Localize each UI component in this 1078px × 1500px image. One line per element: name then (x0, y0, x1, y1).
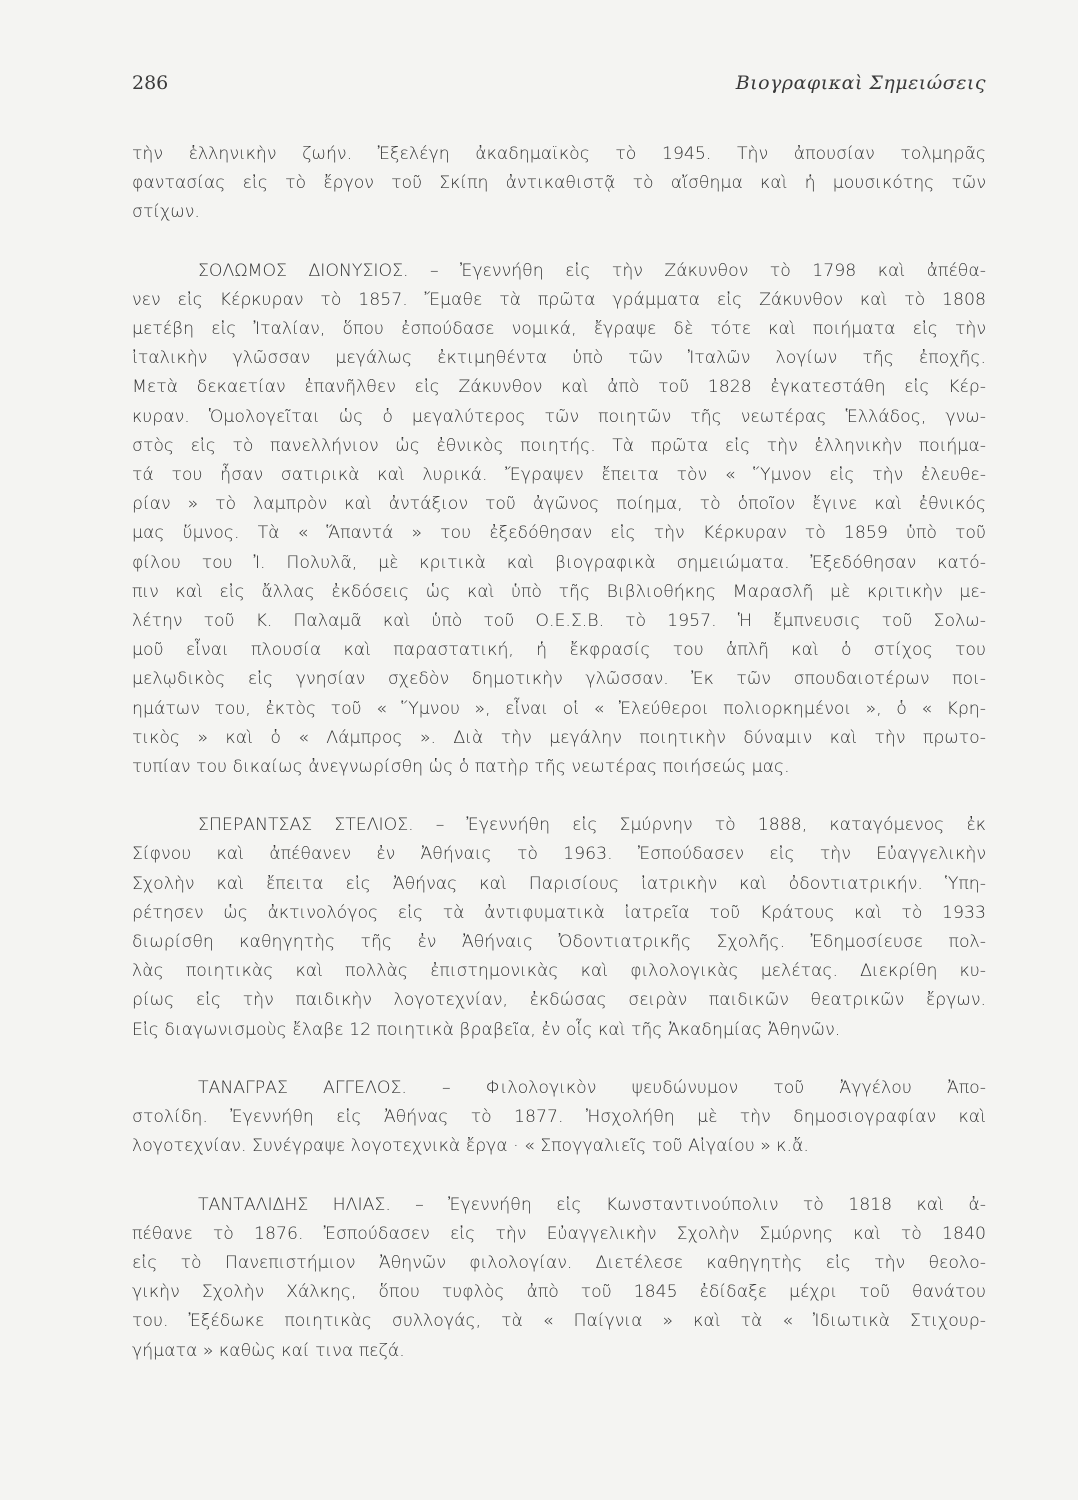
text-line: λογοτεχνίαν. Συνέγραψε λογοτεχνικὰ ἔργα · « Σπογγαλιεῖς τοῦ Αἰγαίου » κ.ἄ. (132, 1136, 809, 1157)
text-line: του. Ἐξέδωκε ποιητικὰς συλλογάς, τὰ « Παίγνια » καὶ τὰ « Ἰδιωτικὰ Στιχουρ- (132, 1311, 986, 1332)
running-title: Βιογραφικαὶ Σημειώσεις (735, 72, 986, 94)
text-line: διωρίσθη καθηγητὴς τῆς ἐν Ἀθήναις Ὀδοντιατρικῆς Σχολῆς. Ἐδημοσίευσε πολ- (132, 932, 986, 953)
text-line: ρίως εἰς τὴν παιδικὴν λογοτεχνίαν, ἐκδώσας σειρὰν παιδικῶν θεατρικῶν ἔργων. (132, 990, 986, 1011)
continued-paragraph (132, 140, 986, 228)
biography-entry (132, 811, 986, 1045)
text-line: ΣΠΕΡΑΝΤΣΑΣ ΣΤΕΛΙΟΣ. – Ἐγεννήθη εἰς Σμύρνην τὸ 1888, καταγόμενος ἐκ (198, 815, 986, 836)
text-line: γικὴν Σχολὴν Χάλκης, ὅπου τυφλὸς ἀπὸ τοῦ 1845 ἐδίδαξε μέχρι τοῦ θανάτου (132, 1282, 986, 1303)
page-number: 286 (132, 72, 169, 94)
text-line: μοῦ εἶναι πλουσία καὶ παραστατική, ἡ ἔκφρασίς του ἁπλῆ καὶ ὁ στίχος του (132, 640, 986, 661)
text-line: φαντασίας εἰς τὸ ἔργον τοῦ Σκίπη ἀντικαθιστᾷ τὸ αἴσθημα καὶ ἡ μουσικότης τῶν (132, 173, 986, 194)
text-line: στολίδη. Ἐγεννήθη εἰς Ἀθήνας τὸ 1877. Ἠσχολήθη μὲ τὴν δημοσιογραφίαν καὶ (132, 1107, 986, 1128)
text-line: τικὸς » καὶ ὁ « Λάμπρος ». Διὰ τὴν μεγάλην ποιητικὴν δύναμιν καὶ τὴν πρωτο- (132, 727, 986, 748)
paragraph (132, 140, 986, 228)
text-line: Εἰς διαγωνισμοὺς ἔλαβε 12 ποιητικὰ βραβεῖα, ἐν οἷς καὶ τῆς Ἀκαδημίας Ἀθηνῶν. (132, 1019, 841, 1040)
text-line: πιν καὶ εἰς ἄλλας ἐκδόσεις ὡς καὶ ὑπὸ τῆς Βιβλιοθήκης Μαρασλῆ μὲ κριτικὴν με- (132, 581, 986, 602)
paragraph (132, 1191, 986, 1366)
text-line: γήματα » καθὼς καί τινα πεζά. (132, 1340, 405, 1361)
paragraph (132, 1074, 986, 1162)
running-head (132, 72, 986, 102)
text-line: εἰς τὸ Πανεπιστήμιον Ἀθηνῶν φιλολογίαν. Διετέλεσε καθηγητὴς εἰς τὴν θεολο- (132, 1252, 986, 1273)
text-line: λὰς ποιητικὰς καὶ πολλὰς ἐπιστημονικὰς καὶ φιλολογικὰς μελέτας. Διεκρίθη κυ- (132, 961, 986, 982)
text-line: ΣΟΛΩΜΟΣ ΔΙΟΝΥΣΙΟΣ. – Ἐγεννήθη εἰς τὴν Ζάκυνθον τὸ 1798 καὶ ἀπέθα- (198, 260, 986, 281)
paragraph (132, 257, 986, 783)
text-line: τυπίαν του δικαίως ἀνεγνωρίσθη ὡς ὁ πατὴρ τῆς νεωτέρας ποιήσεώς μας. (132, 757, 790, 778)
text-line: ημάτων του, ἐκτὸς τοῦ « Ὕμνου », εἶναι οἱ « Ἐλεύθεροι πολιορκημένοι », ὁ « Κρη- (132, 698, 986, 719)
text-line: ἰταλικὴν γλῶσσαν μεγάλως ἐκτιμηθέντα ὑπὸ τῶν Ἰταλῶν λογίων τῆς ἐποχῆς. (132, 348, 986, 369)
text-line: ρίαν » τὸ λαμπρὸν καὶ ἀντάξιον τοῦ ἀγῶνος ποίημα, τὸ ὁποῖον ἔγινε καὶ ἐθνικός (132, 494, 986, 515)
text-line: στίχων. (132, 202, 200, 223)
text-line: τὴν ἑλληνικὴν ζωήν. Ἐξελέγη ἀκαδημαϊκὸς τὸ 1945. Τὴν ἀπουσίαν τολμηρᾶς (132, 144, 986, 164)
text-line: μας ὕμνος. Τὰ « Ἅπαντά » του ἐξεδόθησαν εἰς τὴν Κέρκυραν τὸ 1859 ὑπὸ τοῦ (132, 523, 986, 544)
biography-entry (132, 1191, 986, 1366)
text-line: λέτην τοῦ Κ. Παλαμᾶ καὶ ὑπὸ τοῦ Ο.Ε.Σ.Β. τὸ 1957. Ἡ ἔμπνευσις τοῦ Σολω- (132, 611, 986, 632)
text-line: πέθανε τὸ 1876. Ἐσπούδασεν εἰς τὴν Εὐαγγελικὴν Σχολὴν Σμύρνης καὶ τὸ 1840 (132, 1223, 986, 1244)
text-line: Σχολὴν καὶ ἔπειτα εἰς Ἀθήνας καὶ Παρισίους ἰατρικὴν καὶ ὀδοντιατρικήν. Ὑπη- (132, 873, 986, 894)
text-line: νεν εἰς Κέρκυραν τὸ 1857. Ἔμαθε τὰ πρῶτα γράμματα εἰς Ζάκυνθον καὶ τὸ 1808 (132, 289, 986, 310)
biography-entry (132, 257, 986, 783)
text-line: ρέτησεν ὡς ἀκτινολόγος εἰς τὰ ἀντιφυματικὰ ἰατρεῖα τοῦ Κράτους καὶ τὸ 1933 (132, 902, 986, 923)
text-line: ΤΑΝΤΑΛΙΔΗΣ ΗΛΙΑΣ. – Ἐγεννήθη εἰς Κωνσταντινούπολιν τὸ 1818 καὶ ἀ- (198, 1194, 986, 1215)
text-line: Σίφνου καὶ ἀπέθανεν ἐν Ἀθήναις τὸ 1963. Ἐσπούδασεν εἰς τὴν Εὐαγγελικὴν (132, 844, 986, 865)
text-line: φίλου του Ἰ. Πολυλᾶ, μὲ κριτικὰ καὶ βιογραφικὰ σημειώματα. Ἐξεδόθησαν κατό- (132, 552, 986, 573)
text-line: μετέβη εἰς Ἰταλίαν, ὅπου ἐσπούδασε νομικά, ἔγραψε δὲ τότε καὶ ποιήματα εἰς τὴν (132, 319, 986, 340)
text-line: μελῳδικὸς εἰς γνησίαν σχεδὸν δημοτικὴν γλῶσσαν. Ἐκ τῶν σπουδαιοτέρων ποι- (132, 669, 986, 690)
text-line: κυραν. Ὁμολογεῖται ὡς ὁ μεγαλύτερος τῶν ποιητῶν τῆς νεωτέρας Ἑλλάδος, γνω- (132, 406, 986, 427)
text-line: τά του ἦσαν σατιρικὰ καὶ λυρικά. Ἔγραψεν ἔπειτα τὸν « Ὕμνον εἰς τὴν ἐλευθε- (132, 465, 986, 486)
body-text (132, 140, 986, 1366)
text-line: Μετὰ δεκαετίαν ἐπανῆλθεν εἰς Ζάκυνθον καὶ ἀπὸ τοῦ 1828 ἐγκατεστάθη εἰς Κέρ- (132, 377, 986, 398)
biography-entry (132, 1074, 986, 1162)
paragraph (132, 811, 986, 1045)
text-line: ΤΑΝΑΓΡΑΣ ΑΓΓΕΛΟΣ. – Φιλολογικὸν ψευδώνυμον τοῦ Ἀγγέλου Ἀπο- (198, 1077, 986, 1098)
text-line: στὸς εἰς τὸ πανελλήνιον ὡς ἐθνικὸς ποιητής. Τὰ πρῶτα εἰς τὴν ἑλληνικὴν ποιήμα- (132, 435, 986, 456)
